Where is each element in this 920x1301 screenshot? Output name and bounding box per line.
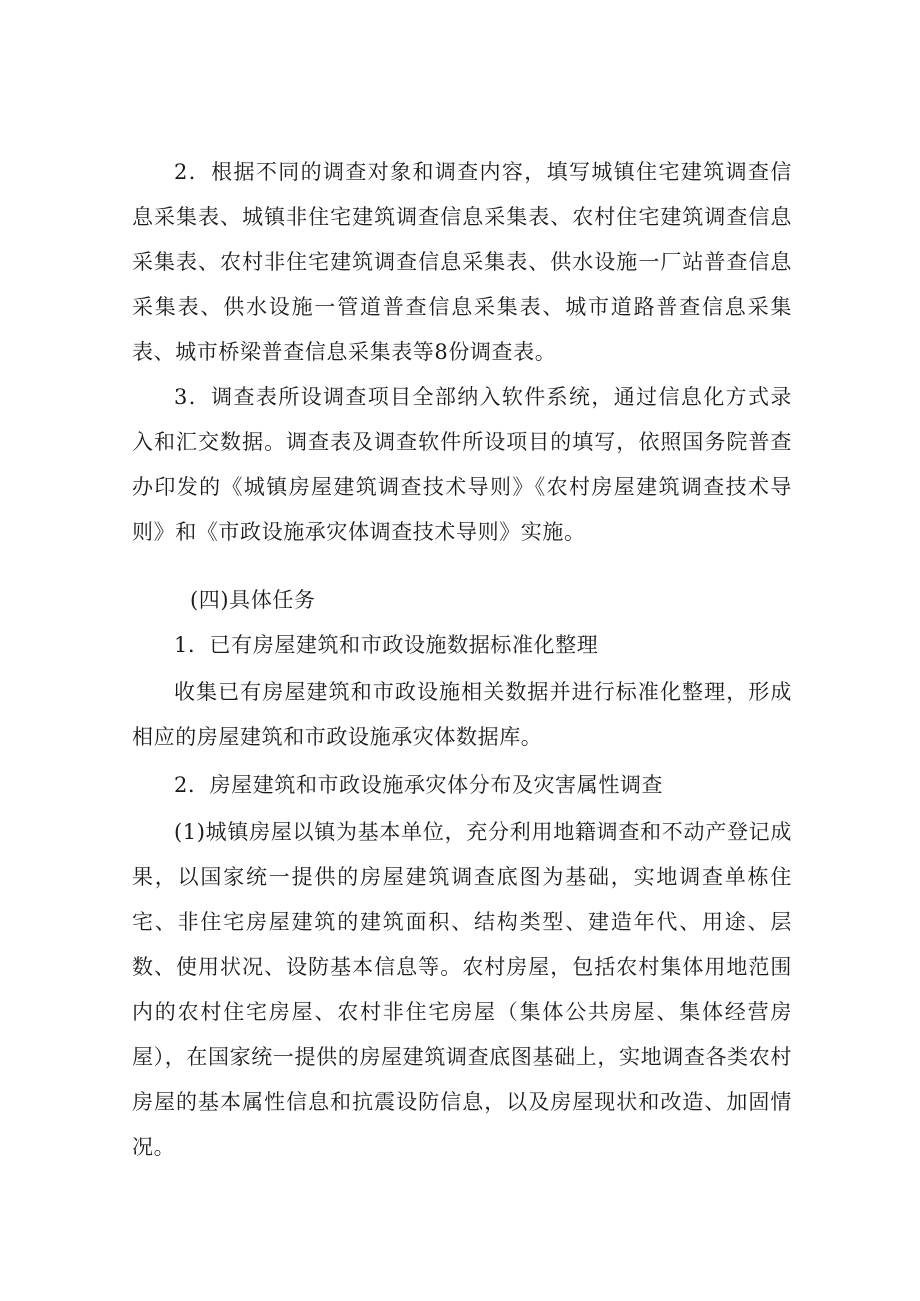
paragraph-item-3-software: 3．调查表所设调查项目全部纳入软件系统，通过信息化方式录入和汇交数据。调查表及调查软件所设项目的填写，依照国务院普查办印发的《城镇房屋建筑调查技术导则》《农村房屋建筑调查技术导则》和《市政设施承灾体调查技术导则》实施。 xyxy=(132,385,792,544)
paragraph-standardization-body: 收集已有房屋建筑和市政设施相关数据并进行标准化整理，形成相应的房屋建筑和市政设施承灾体数据库。 xyxy=(132,680,792,749)
section-heading-tasks: (四)具体任务 xyxy=(190,588,316,612)
paragraph-item-2-survey: 2．房屋建筑和市政设施承灾体分布及灾害属性调查 xyxy=(174,773,664,797)
paragraph-item-2-forms: 2．根据不同的调查对象和调查内容，填写城镇住宅建筑调查信息采集表、城镇非住宅建筑调查信息采集表、农村住宅建筑调查信息采集表、农村非住宅建筑调查信息采集表、供水设施一厂站普查信息采集表、供水设施一管道普查信息采集表、城市道路普查信息采集表、城市桥梁普查信息采集表等8份调查表。 xyxy=(132,160,792,364)
paragraph-survey-body: (1)城镇房屋以镇为基本单位，充分利用地籍调查和不动产登记成果，以国家统一提供的房屋建筑调查底图为基础，实地调查单栋住宅、非住宅房屋建筑的建筑面积、结构类型、建造年代、用途、层数、使用状况、设防基本信息等。农村房屋，包括农村集体用地范围内的农村住宅房屋、农村非住宅房屋（集体公共房屋、集体经营房屋），在国家统一提供的房屋建筑调查底图基础上，实地调查各类农村房屋的基本属性信息和抗震设防信息，以及房屋现状和改造、加固情况。 xyxy=(132,820,792,1159)
paragraph-item-1-standardization: 1．已有房屋建筑和市政设施数据标准化整理 xyxy=(174,633,599,657)
